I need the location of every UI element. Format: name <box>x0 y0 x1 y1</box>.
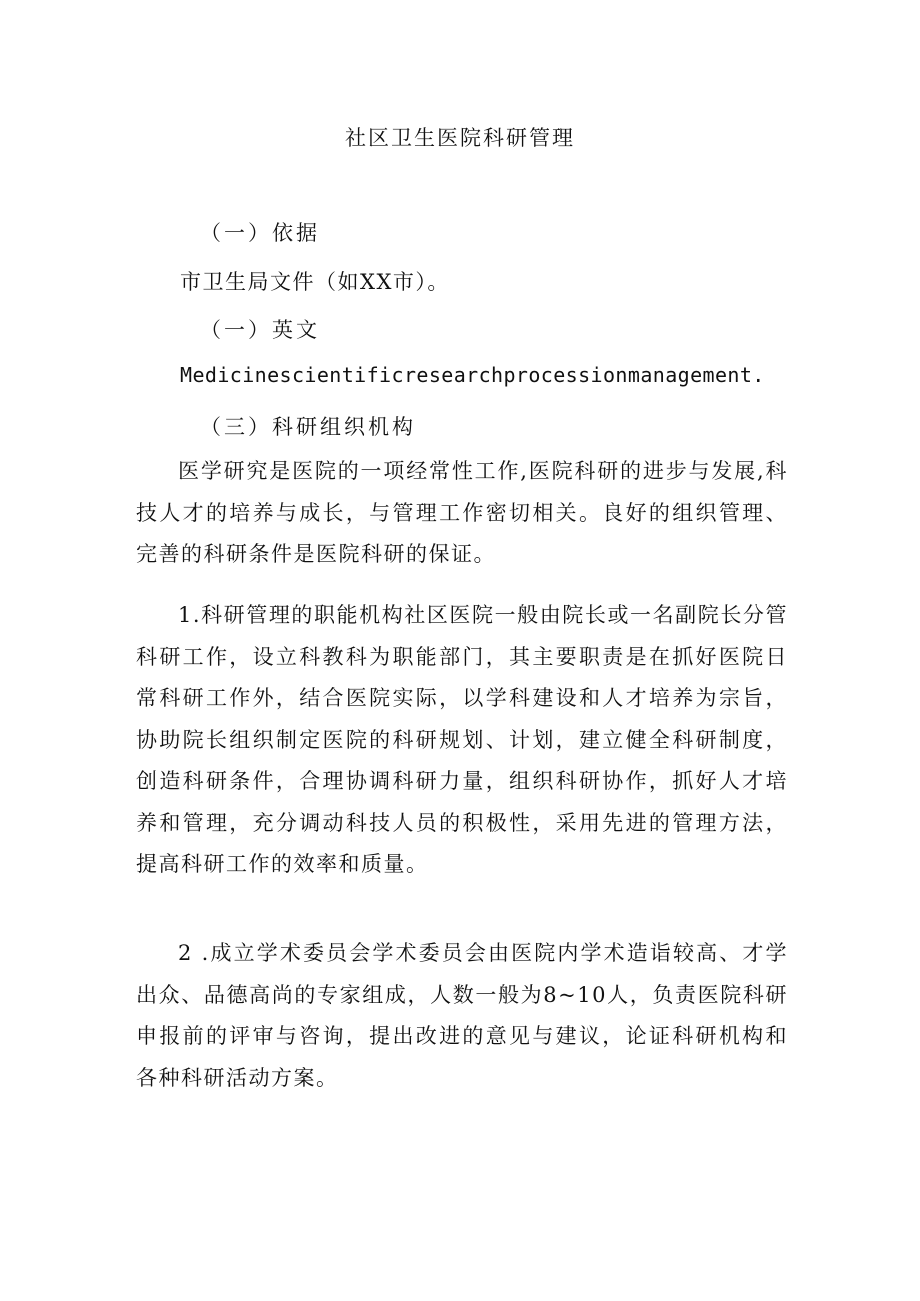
section-heading-organization: （三）科研组织机构 <box>200 415 416 439</box>
paragraph-intro: 医学研究是医院的一项经常性工作,医院科研的进步与发展,科技人才的培养与成长，与管理工作密切相关。良好的组织管理、完善的科研条件是医院科研的保证。 <box>136 459 788 566</box>
paragraph-item-1: 1.科研管理的职能机构社区医院一般由院长或一名副院长分管科研工作，设立科教科为职能部门，其主要职责是在抓好医院日常科研工作外，结合医院实际，以学科建设和人才培养为宗旨，协助院长组织制定医院的科研规划、计划，建立健全科研制度，创造科研条件，合理协调科研力量，组织科研协作，抓好人才培养和管理，充分调动科技人员的积极性，采用先进的管理方法，提高科研工作的效率和质量。 <box>136 603 788 876</box>
paragraph-item-2: 2 .成立学术委员会学术委员会由医院内学术造诣较高、才学出众、品德高尚的专家组成，人数一般为8~10人，负责医院科研申报前的评审与咨询，提出改进的意见与建议，论证科研机构和各种科研活动方案。 <box>136 941 788 1090</box>
section-text-basis: 市卫生局文件（如XX市）。 <box>180 270 450 294</box>
section-heading-english: （一）英文 <box>200 318 320 342</box>
section-text-english: Medicinescientificresearchprocessionmanagement. <box>180 363 765 387</box>
document-title: 社区卫生医院科研管理 <box>345 126 575 150</box>
section-heading-basis: （一）依据 <box>200 221 320 245</box>
